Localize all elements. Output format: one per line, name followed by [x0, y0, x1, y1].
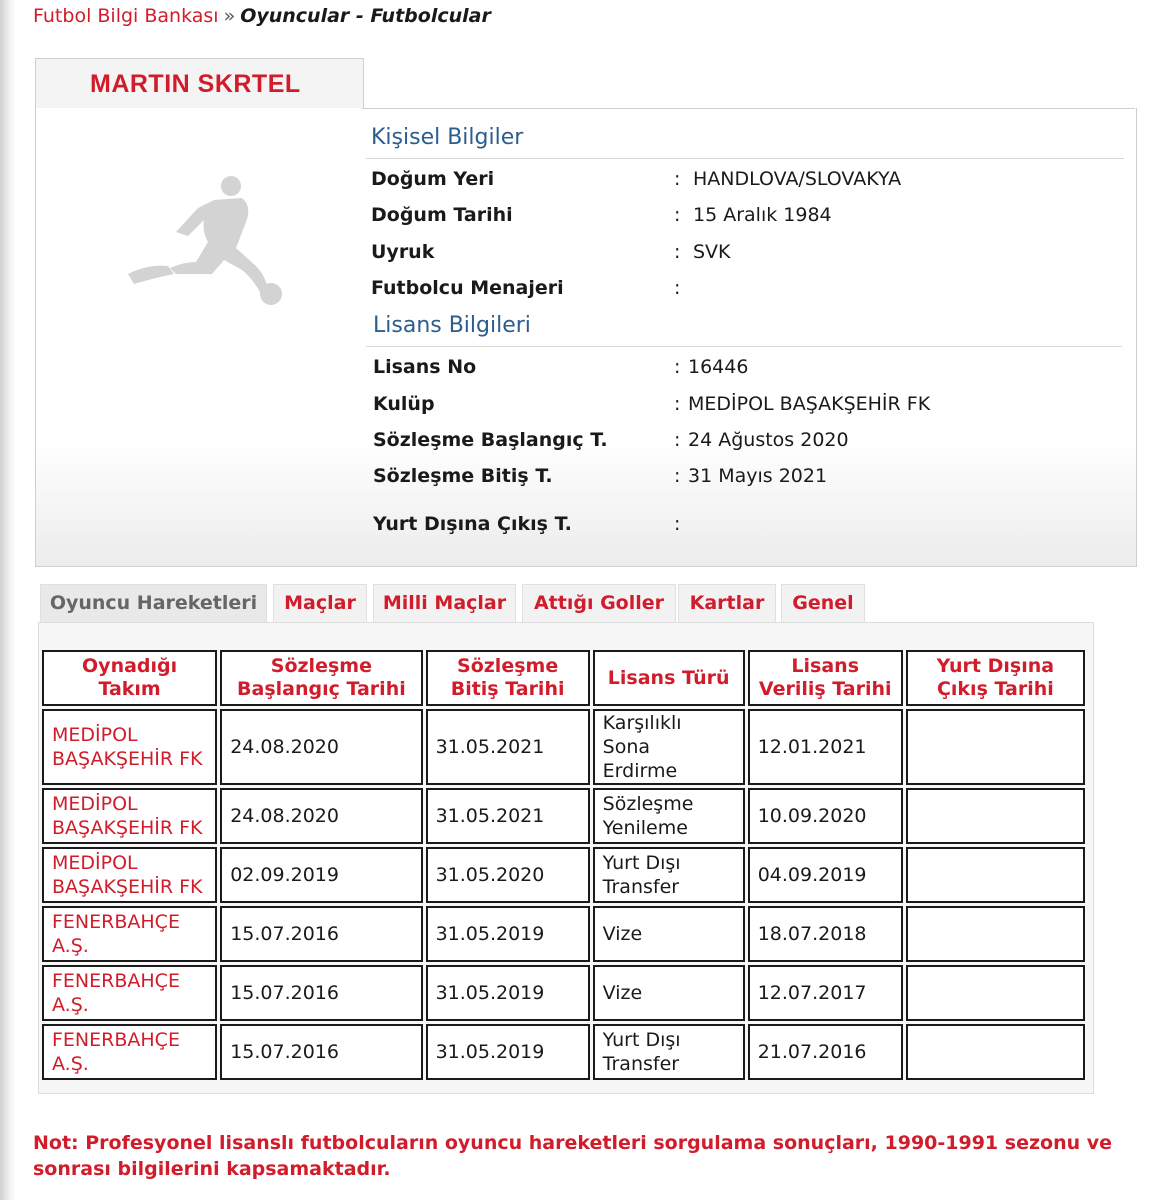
cell-license-type	[593, 788, 745, 844]
license-info-divider	[366, 346, 1122, 347]
cell-license-type-line1: Yurt Dışı	[602, 852, 681, 874]
agent-colon: :	[674, 277, 681, 299]
cell-abroad-exit	[906, 906, 1085, 962]
table-row	[42, 709, 1085, 785]
tab-national-matches[interactable]: Milli Maçlar	[373, 584, 516, 622]
nationality-label: Uyruk	[371, 241, 435, 263]
cell-abroad-exit	[906, 788, 1085, 844]
header-contract-end	[426, 650, 590, 706]
cell-team-line1: MEDİPOL	[52, 852, 138, 874]
cell-contract-end: 31.05.2021	[426, 709, 590, 785]
cell-license-type-line1: Vize	[602, 923, 643, 945]
cell-license-type-line1: Karşılıklı Sona	[602, 712, 682, 758]
birth-date-label: Doğum Tarihi	[371, 204, 513, 226]
cell-contract-end: 31.05.2019	[426, 1024, 590, 1080]
birth-date-colon: :	[674, 204, 681, 226]
cell-license-type-line2: Erdirme	[602, 760, 678, 782]
cell-team	[42, 965, 217, 1021]
abroad-exit-label: Yurt Dışına Çıkış T.	[373, 513, 572, 535]
tab-player-moves[interactable]: Oyuncu Hareketleri	[40, 584, 267, 622]
nationality-value: SVK	[693, 241, 731, 263]
table-row	[42, 906, 1085, 962]
abroad-exit-colon: :	[674, 513, 681, 535]
cell-team-line1: FENERBAHÇE	[52, 1029, 180, 1051]
license-no-colon: :	[674, 356, 681, 378]
cell-team	[42, 847, 217, 903]
license-no-label: Lisans No	[373, 356, 477, 378]
cell-team-line2: A.Ş.	[52, 994, 89, 1016]
nationality-colon: :	[674, 241, 681, 263]
contract-end-value: 31 Mayıs 2021	[688, 465, 828, 487]
table-header-row	[42, 650, 1085, 706]
cell-license-type	[593, 709, 745, 785]
cell-contract-end: 31.05.2019	[426, 906, 590, 962]
cell-license-type	[593, 906, 745, 962]
cell-team-line2: BAŞAKŞEHİR FK	[52, 876, 203, 898]
cell-license-type-line1: Yurt Dışı	[602, 1029, 681, 1051]
header-contract-start-line2: Başlangıç Tarihi	[237, 678, 406, 700]
breadcrumb-separator: »	[223, 5, 236, 27]
table-row	[42, 1024, 1085, 1080]
contract-end-label: Sözleşme Bitiş T.	[373, 465, 553, 487]
cell-license-issued: 04.09.2019	[748, 847, 903, 903]
cell-team-line2: BAŞAKŞEHİR FK	[52, 748, 203, 770]
breadcrumb-current: Oyuncular - Futbolcular	[240, 5, 491, 27]
header-team	[42, 650, 217, 706]
header-license-issued-line1: Lisans	[791, 655, 860, 677]
tab-cards[interactable]: Kartlar	[678, 584, 776, 622]
cell-license-type	[593, 1024, 745, 1080]
cell-team-line1: MEDİPOL	[52, 724, 138, 746]
cell-team-line2: BAŞAKŞEHİR FK	[52, 817, 203, 839]
cell-license-type-line1: Vize	[602, 982, 643, 1004]
birth-date-value: 15 Aralık 1984	[693, 204, 832, 226]
footballer-silhouette-icon	[118, 170, 288, 310]
header-license-issued-line2: Veriliş Tarihi	[758, 678, 892, 700]
license-info-title: Lisans Bilgileri	[373, 313, 531, 338]
contract-start-colon: :	[674, 429, 681, 451]
header-license-issued	[748, 650, 903, 706]
cell-license-type-line2: Yenileme	[602, 817, 688, 839]
cell-team-line2: A.Ş.	[52, 1053, 89, 1075]
tab-goals[interactable]: Attığı Goller	[522, 584, 676, 622]
header-license-type-line1: Lisans Türü	[607, 666, 730, 689]
cell-contract-end: 31.05.2019	[426, 965, 590, 1021]
header-abroad-exit	[906, 650, 1085, 706]
birth-place-value: HANDLOVA/SLOVAKYA	[693, 168, 902, 190]
cell-team	[42, 906, 217, 962]
cell-license-type	[593, 847, 745, 903]
breadcrumb-root-link[interactable]: Futbol Bilgi Bankası	[33, 5, 219, 27]
contract-start-label: Sözleşme Başlangıç T.	[373, 429, 608, 451]
table-row	[42, 788, 1085, 844]
header-abroad-exit-line2: Çıkış Tarihi	[936, 678, 1054, 700]
cell-license-type-line2: Transfer	[602, 1053, 680, 1075]
header-contract-end-line1: Sözleşme	[457, 655, 559, 677]
breadcrumb	[33, 4, 491, 28]
cell-contract-start: 15.07.2016	[220, 965, 422, 1021]
cell-license-issued: 12.01.2021	[748, 709, 903, 785]
cell-contract-end: 31.05.2021	[426, 788, 590, 844]
header-contract-start	[220, 650, 422, 706]
personal-info-divider	[366, 158, 1124, 159]
footnote: Not: Profesyonel lisanslı futbolcuların oyuncu hareketleri sorgulama sonuçları, 1990-1991 sezonu ve sonrası bilgilerini kapsamaktadır.	[33, 1132, 1113, 1180]
cell-contract-start: 15.07.2016	[220, 1024, 422, 1080]
cell-team	[42, 709, 217, 785]
cell-abroad-exit	[906, 847, 1085, 903]
cell-license-issued: 18.07.2018	[748, 906, 903, 962]
cell-license-issued: 10.09.2020	[748, 788, 903, 844]
header-license-type	[593, 650, 745, 706]
birth-place-label: Doğum Yeri	[371, 168, 495, 190]
cell-abroad-exit	[906, 965, 1085, 1021]
cell-license-issued: 12.07.2017	[748, 965, 903, 1021]
cell-team	[42, 1024, 217, 1080]
header-contract-end-line2: Bitiş Tarihi	[450, 678, 565, 700]
cell-license-type-line1: Sözleşme	[602, 793, 694, 815]
cell-contract-end: 31.05.2020	[426, 847, 590, 903]
player-name: MARTIN SKRTEL	[90, 70, 301, 98]
header-contract-start-line1: Sözleşme	[270, 655, 372, 677]
page-left-shadow	[0, 0, 16, 1200]
club-label: Kulüp	[373, 393, 435, 415]
contract-start-value: 24 Ağustos 2020	[688, 429, 849, 451]
table-row	[42, 965, 1085, 1021]
header-team-line2: Takım	[98, 678, 161, 700]
license-no-value: 16446	[688, 356, 749, 378]
cell-team-line2: A.Ş.	[52, 935, 89, 957]
header-team-line1: Oynadığı	[82, 655, 178, 677]
cell-abroad-exit	[906, 709, 1085, 785]
cell-abroad-exit	[906, 1024, 1085, 1080]
contract-end-colon: :	[674, 465, 681, 487]
header-abroad-exit-line1: Yurt Dışına	[936, 655, 1055, 677]
birth-place-colon: :	[674, 168, 681, 190]
cell-license-type-line2: Transfer	[602, 876, 680, 898]
cell-license-issued: 21.07.2016	[748, 1024, 903, 1080]
cell-team-line1: FENERBAHÇE	[52, 911, 180, 933]
cell-contract-start: 02.09.2019	[220, 847, 422, 903]
agent-label: Futbolcu Menajeri	[371, 277, 564, 299]
cell-contract-start: 15.07.2016	[220, 906, 422, 962]
cell-team	[42, 788, 217, 844]
cell-contract-start: 24.08.2020	[220, 709, 422, 785]
cell-team-line1: MEDİPOL	[52, 793, 138, 815]
table-row	[42, 847, 1085, 903]
club-value: MEDİPOL BAŞAKŞEHİR FK	[688, 393, 931, 415]
player-moves-table	[39, 647, 1088, 1083]
tab-general[interactable]: Genel	[781, 584, 865, 622]
tab-matches[interactable]: Maçlar	[273, 584, 367, 622]
cell-contract-start: 24.08.2020	[220, 788, 422, 844]
club-colon: :	[674, 393, 681, 415]
cell-license-type	[593, 965, 745, 1021]
personal-info-title: Kişisel Bilgiler	[371, 125, 524, 150]
cell-team-line1: FENERBAHÇE	[52, 970, 180, 992]
profile-panel-top-border	[362, 108, 1135, 109]
